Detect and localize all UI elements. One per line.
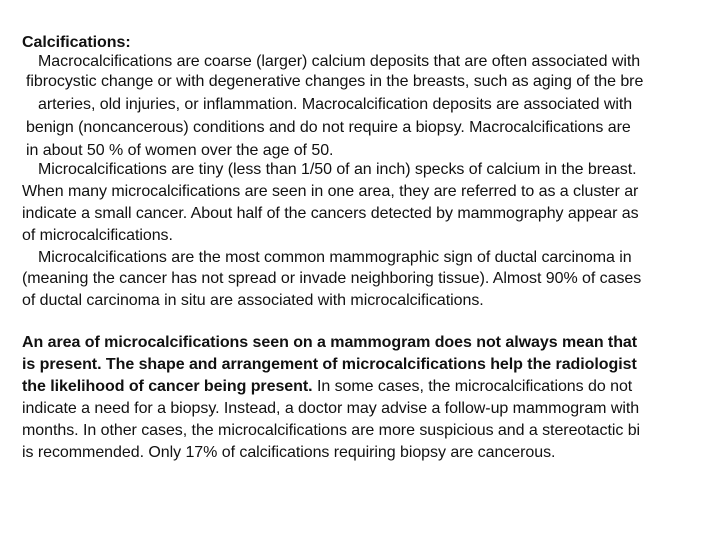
text-line: benign (noncancerous) conditions and do not require a biopsy. Macrocalcifications are (26, 119, 631, 136)
text-line: months. In other cases, the microcalcifications are more suspicious and a stereotactic bi (22, 422, 641, 439)
heading-calcifications: Calcifications: (22, 34, 131, 51)
text-line: fibrocystic change or with degenerative changes in the breasts, such as aging of the bre (26, 73, 644, 90)
text-line: When many microcalcifications are seen in one area, they are referred to as a cluster ar (22, 183, 639, 200)
text-line: of microcalcifications. (22, 227, 173, 244)
text-line-bold: An area of microcalcifications seen on a mammogram does not always mean that (22, 334, 638, 351)
text-line: Microcalcifications are the most common mammographic sign of ductal carcinoma in (38, 249, 632, 266)
text-line: (meaning the cancer has not spread or invade neighboring tissue). Almost 90% of cases (22, 270, 642, 287)
text-regular-fragment: In some cases, the microcalcifications do not (312, 378, 633, 395)
text-line: indicate a small cancer. About half of the cancers detected by mammography appear as (22, 205, 639, 222)
text-line: arteries, old injuries, or inflammation. Macrocalcification deposits are associated with (38, 96, 633, 113)
text-line-mixed (22, 377, 632, 396)
text-line: indicate a need for a biopsy. Instead, a doctor may advise a follow-up mammogram with (22, 400, 640, 417)
text-bold-fragment: the likelihood of cancer being present. (22, 378, 313, 395)
text-line: is recommended. Only 17% of calcifications requiring biopsy are cancerous. (22, 444, 556, 461)
text-line: in about 50 % of women over the age of 50. (26, 142, 334, 159)
text-line-bold: is present. The shape and arrangement of microcalcifications help the radiologist (22, 356, 637, 373)
text-line: of ductal carcinoma in situ are associated with microcalcifications. (22, 292, 484, 309)
text-line: Microcalcifications are tiny (less than 1/50 of an inch) specks of calcium in the breast. (38, 161, 637, 178)
text-line: Macrocalcifications are coarse (larger) calcium deposits that are often associated with (38, 53, 641, 70)
